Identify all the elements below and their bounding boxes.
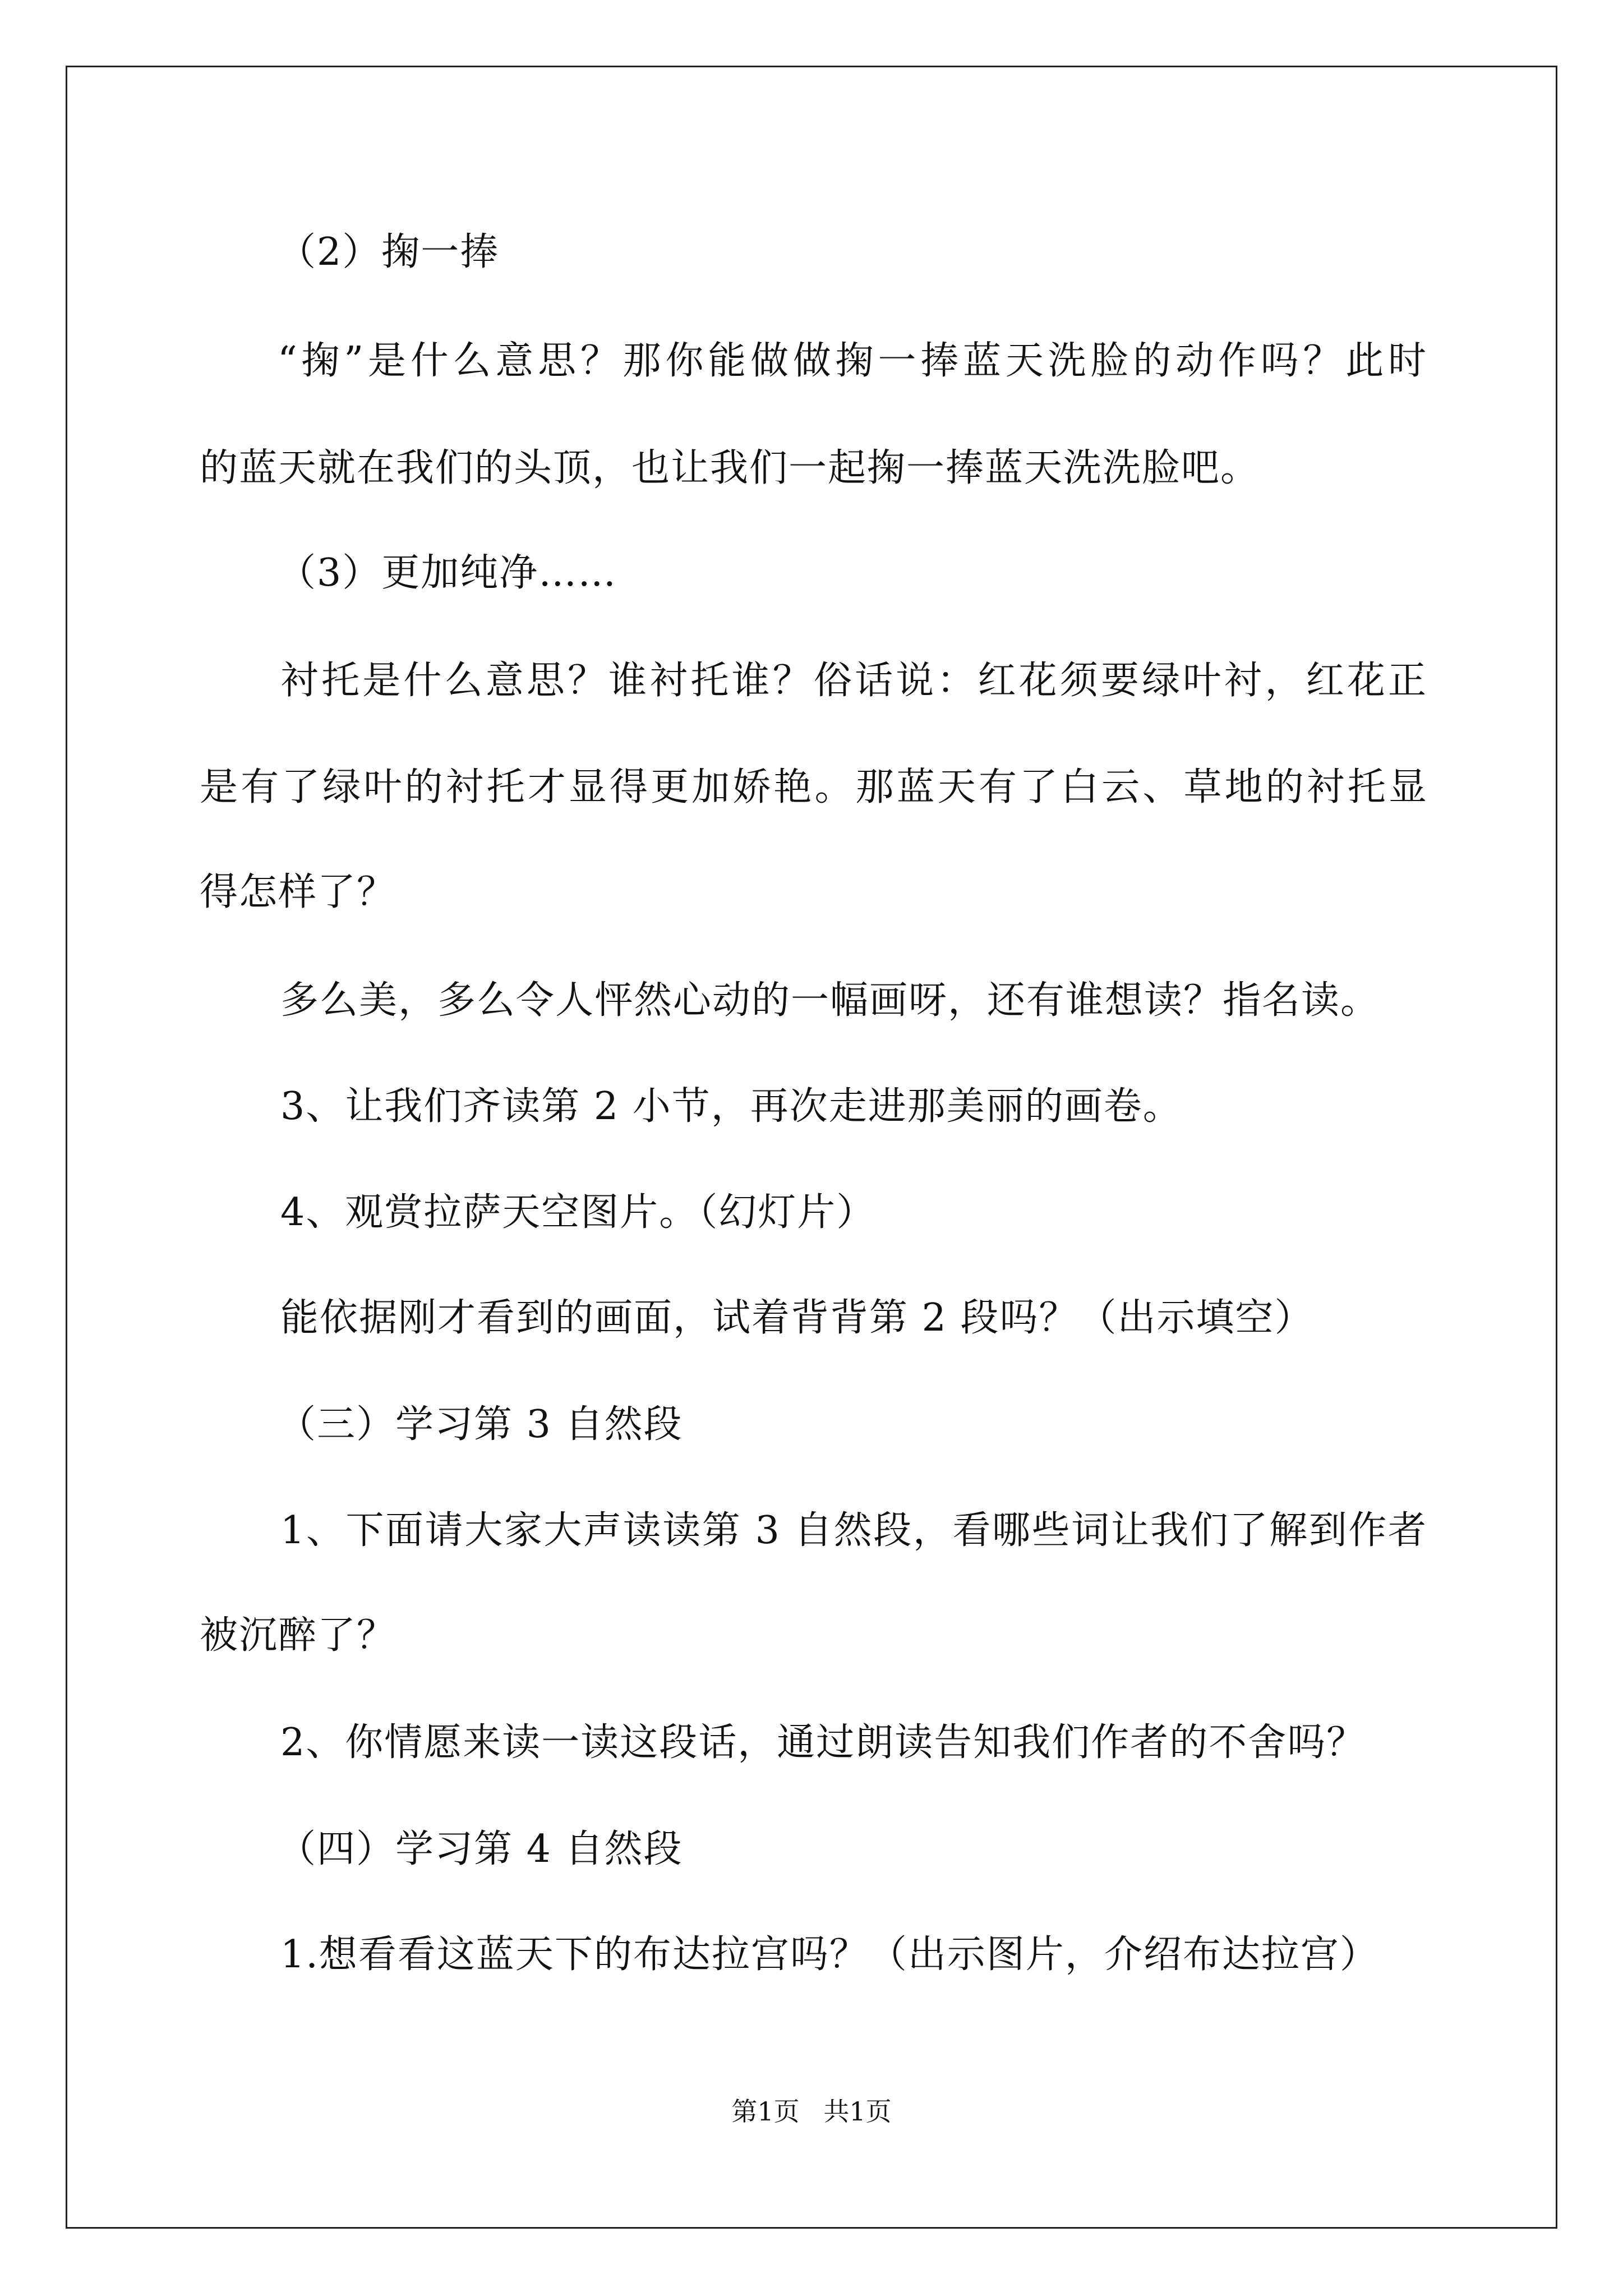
page-border [66,66,1557,2229]
paragraph-line: 得怎样了？ [200,870,396,914]
paragraph-line: 是有了绿叶的衬托才显得更加娇艳。那蓝天有了白云、草地的衬托显 [200,765,1428,809]
list-item: 3、让我们齐读第 2 小节，再次走进那美丽的画卷。 [280,1084,1182,1129]
paragraph-line: 能依据刚才看到的画面，试着背背第 2 段吗？（出示填空） [280,1296,1314,1340]
list-item: 1、下面请大家大声读读第 3 自然段，看哪些词让我们了解到作者 [280,1508,1427,1553]
list-item: 1.想看看这蓝天下的布达拉宫吗？（出示图片，介绍布达拉宫） [280,1932,1379,1977]
list-item: 2、你情愿来读一读这段话，通过朗读告知我们作者的不舍吗？ [280,1720,1366,1765]
section-heading-4: （四）学习第 4 自然段 [278,1827,683,1871]
heading-2-juyipeng: （2）掬一捧 [278,230,500,274]
heading-3-gengjiachunjing: （3）更加纯净…… [278,551,617,595]
page-number: 第1页 [731,2096,800,2127]
paragraph-line: 多么美，多么令人怦然心动的一幅画呀，还有谁想读？指名读。 [280,978,1380,1023]
section-heading-3: （三）学习第 3 自然段 [278,1402,683,1447]
paragraph-line: 被沉醉了？ [200,1613,396,1658]
paragraph-line: 衬托是什么意思？谁衬托谁？俗话说：红花须要绿叶衬，红花正 [280,659,1427,703]
paragraph-line: 的蓝天就在我们的头顶，也让我们一起掬一捧蓝天洗洗脸吧。 [200,446,1260,490]
page-total: 共1页 [823,2096,892,2127]
paragraph-line: “掬”是什么意思？那你能做做掬一捧蓝天洗脸的动作吗？此时 [278,339,1427,383]
list-item: 4、观赏拉萨天空图片。（幻灯片） [280,1190,876,1235]
page-footer [0,2096,1623,2127]
